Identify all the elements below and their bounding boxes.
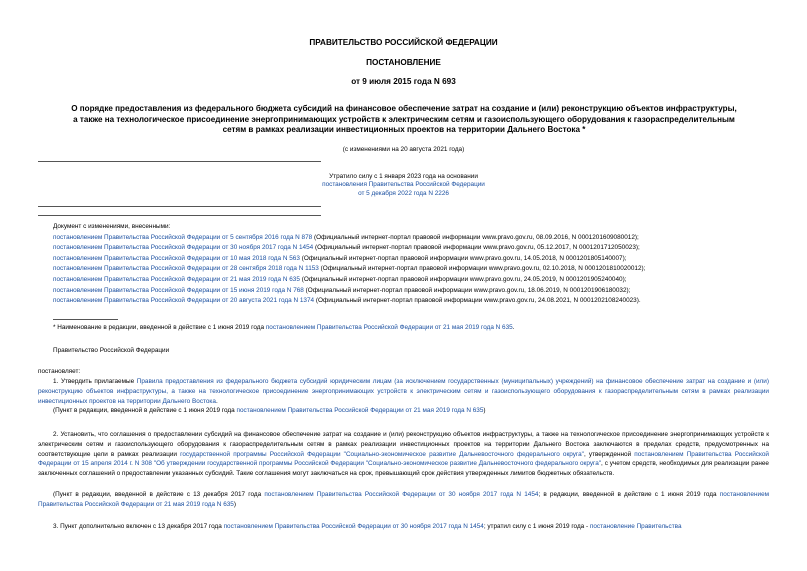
title-line-1: О порядке предоставления из федерального бюджета субсидий на финансовое обеспечение затрат на создание и (или) реконструкцию объектов инфраструктуры, — [71, 104, 737, 113]
doc-date-number: от 9 июля 2015 года N 693 — [351, 77, 456, 86]
expired-link-line1[interactable]: постановления Правительства Российской Федерации — [322, 181, 485, 189]
p2-note-a: (Пункт в редакции, введенной в действие с 13 декабря 2017 года — [53, 491, 265, 498]
expired-link-line2[interactable]: от 5 декабря 2022 года N 2226 — [358, 189, 449, 197]
change-source: (Официальный интернет-портал правовой информации www.pravo.gov.ru, 05.12.2017, N 0001201712050023); — [313, 244, 640, 252]
change-source: (Официальный интернет-портал правовой информации www.pravo.gov.ru, 08.09.2016, N 0001201609080012); — [312, 233, 639, 241]
p2-note-b: ; в редакции, введенной в действие с 1 июня 2019 года — [538, 491, 720, 498]
expired-text: Утратило силу с 1 января 2023 года на основании — [329, 173, 478, 180]
footnote-end: . — [512, 324, 515, 331]
divider — [38, 161, 321, 162]
footnote — [53, 324, 515, 332]
list-item — [53, 243, 793, 254]
change-source: (Официальный интернет-портал правовой информации www.pravo.gov.ru, 24.05.2019, N 0001201905240040); — [299, 275, 627, 283]
paragraph-1 — [38, 377, 769, 406]
p2-text-b: , утвержденной — [583, 450, 635, 458]
list-item — [53, 296, 793, 307]
paragraph-2 — [38, 430, 769, 479]
footnote-link[interactable]: постановлением Правительства Российской Федерации от 21 мая 2019 года N 635 — [265, 324, 513, 331]
p1-note — [53, 407, 486, 415]
change-link[interactable]: постановлением Правительства Российской Федерации от 30 ноября 2017 года N 1454 — [53, 244, 314, 252]
change-link[interactable]: постановлением Правительства Российской Федерации от 15 июня 2019 года N 768 — [53, 286, 304, 294]
p1-note-text: (Пункт в редакции, введенной в действие с 1 июня 2019 года — [53, 407, 237, 414]
divider — [38, 215, 321, 216]
document-title — [28, 104, 780, 136]
amendment-note: (с изменениями на 20 августа 2021 года) — [342, 146, 465, 153]
list-item — [53, 254, 793, 265]
p3-link-1[interactable]: постановлением Правительства Российской Федерации от 30 ноября 2017 года N 1454 — [223, 523, 484, 530]
change-source: (Официальный интернет-портал правовой информации www.pravo.gov.ru, 18.06.2019, N 0001201906180032); — [303, 286, 631, 294]
p2-note-link-1[interactable]: постановлением Правительства Российской Федерации от 30 ноября 2017 года N 1454 — [264, 491, 539, 498]
footnote-text: * Наименование в редакции, введенной в действие с 1 июня 2019 года — [53, 324, 266, 331]
divider — [38, 206, 321, 207]
change-link[interactable]: постановлением Правительства Российской Федерации от 5 сентября 2016 года N 878 — [53, 233, 313, 241]
change-link[interactable]: постановлением Правительства Российской Федерации от 28 сентября 2018 года N 1153 — [53, 265, 319, 273]
list-item — [53, 233, 793, 244]
list-item — [53, 286, 793, 297]
title-line-2: а также на технологическое присоединение энергопринимающих устройств к электрическим сетям и газоиспользующего оборудования к газораспределительным — [73, 114, 735, 124]
org-title: ПРАВИТЕЛЬСТВО РОССИЙСКОЙ ФЕДЕРАЦИИ — [309, 38, 498, 47]
changes-list — [53, 222, 793, 307]
change-link[interactable]: постановлением Правительства Российской Федерации от 21 мая 2019 года N 635 — [53, 275, 300, 283]
expired-block — [0, 173, 807, 198]
list-item — [53, 264, 793, 275]
p2-text-a: 2. Установить, что соглашения о предоставлении субсидий на финансовое обеспечение затрат на создание и (или) реконструкцию объектов инфраструктуры, а также на технологическое присоединение энергопринимающих устройств к электрическим сетям и газоиспользующего оборудования к газораспределительным сетям в рамках реализации инвестиционных проектов на территории Дальнего Востока заключаются в пределах средств, предусмотренных на соответствующие цели в рамках реализации — [38, 431, 769, 458]
p2-note-link-2[interactable]: постановлением Правительства Российской Федерации от 21 мая 2019 года N 635 — [38, 491, 770, 508]
government-name: Правительство Российской Федерации — [53, 347, 170, 354]
p1-note-link[interactable]: постановлением Правительства Российской Федерации от 21 мая 2019 года N 635 — [236, 407, 484, 414]
p2-program-link[interactable]: государственной программы Российской Федерации "Социально-экономическое развитие Дальневосточного федерального округа" — [180, 450, 584, 458]
p3-link-2[interactable]: постановление Правительства — [589, 523, 682, 530]
p2-note — [38, 490, 769, 510]
change-link[interactable]: постановлением Правительства Российской Федерации от 20 августа 2021 года N 1374 — [53, 297, 315, 305]
paragraph-3 — [53, 523, 682, 531]
change-source: (Официальный интернет-портал правовой информации www.pravo.gov.ru, 14.05.2018, N 0001201805140007); — [299, 254, 627, 262]
changes-intro: Документ с изменениями, внесенными: — [53, 223, 171, 230]
list-item — [53, 275, 793, 286]
p1-note-end: ) — [483, 407, 486, 414]
change-source: (Официальный интернет-портал правовой информации www.pravo.gov.ru, 02.10.2018, N 0001201810020012); — [318, 265, 646, 273]
p3-text-b: ; утратил силу с 1 июня 2019 года - — [483, 523, 590, 530]
p1-end: . — [215, 397, 218, 405]
p2-text-c: , с учетом средств, необходимых для реализации ранее заключенных соглашений о предоставлении указанных субсидий. Такие соглашения могут заключаться на срок, превышающий срок действия утвержденных лимитов бюджетных обязательств. — [38, 460, 769, 478]
p2-decree-link[interactable]: постановлением Правительства Российской Федерации от 15 апреля 2014 г. N 308 "Об утверждении государственной программы Российской Федерации "Социально-экономическое развитие Дальневосточного федерального округа" — [38, 450, 769, 468]
change-link[interactable]: постановлением Правительства Российской Федерации от 10 мая 2018 года N 563 — [53, 254, 300, 262]
p2-note-c: ) — [233, 500, 236, 508]
change-source: (Официальный интернет-портал правовой информации www.pravo.gov.ru, 24.08.2021, N 0001202108240023). — [314, 297, 641, 305]
p1-rules-link[interactable]: Правила предоставления из федерального бюджета субсидий юридическим лицам (за исключением государственных (муниципальных) учреждений) на финансовое обеспечение затрат на создание и (или) реконструкцию объектов инфраструктуры, а также на технологическое присоединение энергопринимающих устройств к электрическим сетям и газоиспользующего оборудования к газораспределительным сетям в рамках реализации инвестиционных проектов на территории Дальнего Востока — [38, 378, 769, 405]
title-line-3: сетям в рамках реализации инвестиционных проектов на территории Дальнего Востока * — [222, 125, 586, 135]
decrees-word: постановляет: — [38, 368, 81, 375]
doc-type: ПОСТАНОВЛЕНИЕ — [366, 58, 441, 67]
p1-prefix: 1. Утвердить прилагаемые — [53, 378, 137, 385]
p3-text-a: 3. Пункт дополнительно включен с 13 декабря 2017 года — [53, 523, 224, 530]
footnote-divider — [53, 319, 118, 320]
